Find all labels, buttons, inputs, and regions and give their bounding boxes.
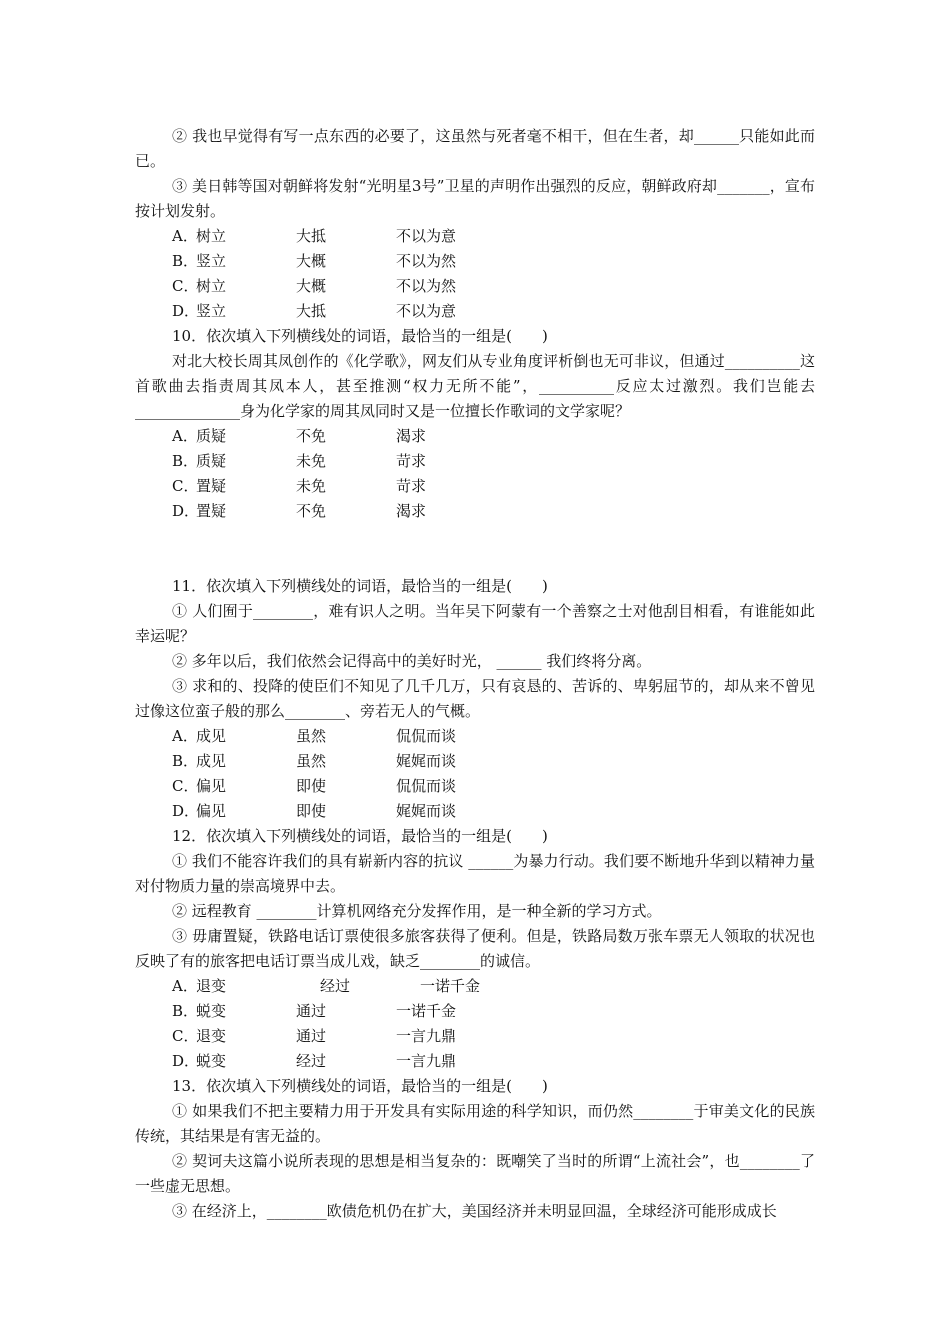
option-word-1: 退变 bbox=[196, 977, 227, 995]
option-label: B． bbox=[172, 252, 199, 270]
option-word-2: 未免 bbox=[296, 477, 327, 495]
option-word-1: 质疑 bbox=[196, 427, 227, 445]
option-word-3: 不以为然 bbox=[396, 252, 457, 270]
option-word-2: 即使 bbox=[296, 777, 327, 795]
q10-option-a bbox=[135, 424, 815, 449]
option-word-2: 大抵 bbox=[296, 302, 327, 320]
option-label: A． bbox=[172, 227, 198, 245]
option-word-2: 即使 bbox=[296, 802, 327, 820]
option-word-2: 大抵 bbox=[296, 227, 327, 245]
q13-stem: 13．依次填入下列横线处的词语，最恰当的一组是( ) bbox=[172, 1077, 548, 1095]
option-word-2: 虽然 bbox=[296, 727, 327, 745]
page-content bbox=[135, 124, 815, 1224]
option-word-1: 成见 bbox=[196, 727, 227, 745]
option-word-3: 不以为意 bbox=[396, 227, 457, 245]
option-word-1: 偏见 bbox=[196, 802, 227, 820]
q11-item-1: ① 人们囿于________，难有识人之明。当年吴下阿蒙有一个善察之士对他刮目相看，有谁能如此幸运呢？ bbox=[135, 602, 815, 645]
option-word-2: 大概 bbox=[296, 252, 327, 270]
q12-option-b bbox=[135, 999, 815, 1024]
option-word-2: 不免 bbox=[296, 427, 327, 445]
q12-option-d bbox=[135, 1049, 815, 1074]
option-word-3: 渴求 bbox=[396, 427, 427, 445]
option-word-2: 通过 bbox=[296, 1027, 327, 1045]
option-label: B． bbox=[172, 1002, 199, 1020]
q11-option-b bbox=[135, 749, 815, 774]
option-word-1: 树立 bbox=[196, 277, 227, 295]
q12-option-c bbox=[135, 1024, 815, 1049]
option-word-2: 经过 bbox=[296, 1052, 327, 1070]
q13-item-2: ② 契诃夫这篇小说所表现的思想是相当复杂的：既嘲笑了当时的所谓“上流社会”，也________了一些虚无思想。 bbox=[135, 1152, 815, 1195]
option-word-1: 置疑 bbox=[196, 477, 227, 495]
option-word-1: 竖立 bbox=[196, 252, 227, 270]
option-label: D． bbox=[172, 502, 200, 520]
option-label: C． bbox=[172, 777, 199, 795]
option-label: A． bbox=[172, 427, 198, 445]
option-word-3: 一言九鼎 bbox=[396, 1027, 457, 1045]
option-label: A． bbox=[172, 727, 198, 745]
option-word-3: 不以为然 bbox=[396, 277, 457, 295]
q11-option-c bbox=[135, 774, 815, 799]
option-word-3: 苛求 bbox=[396, 452, 427, 470]
option-word-1: 树立 bbox=[196, 227, 227, 245]
q11-option-a bbox=[135, 724, 815, 749]
option-word-1: 竖立 bbox=[196, 302, 227, 320]
option-word-3: 侃侃而谈 bbox=[396, 727, 457, 745]
option-label: D． bbox=[172, 1052, 200, 1070]
q10-option-b bbox=[135, 449, 815, 474]
option-label: D． bbox=[172, 302, 200, 320]
option-word-3: 娓娓而谈 bbox=[396, 802, 457, 820]
q10-option-d bbox=[135, 499, 815, 524]
q9-option-c bbox=[135, 274, 815, 299]
q11-item-3: ③ 求和的、投降的使臣们不知见了几千几万，只有哀恳的、苦诉的、卑躬屈节的，却从来不曾见过像这位蛮子般的那么________、旁若无人的气概。 bbox=[135, 677, 815, 720]
q10-stem: 10．依次填入下列横线处的词语，最恰当的一组是( ) bbox=[172, 327, 548, 345]
q11-item-2: ② 多年以后，我们依然会记得高中的美好时光， ______ 我们终将分离。 bbox=[172, 652, 652, 670]
q12-item-2: ② 远程教育 ________计算机网络充分发挥作用，是一种全新的学习方式。 bbox=[172, 902, 662, 920]
option-word-1: 退变 bbox=[196, 1027, 227, 1045]
option-word-2: 大概 bbox=[296, 277, 327, 295]
option-word-2: 未免 bbox=[296, 452, 327, 470]
option-word-3: 娓娓而谈 bbox=[396, 752, 457, 770]
option-word-1: 偏见 bbox=[196, 777, 227, 795]
option-word-2: 虽然 bbox=[296, 752, 327, 770]
q9-option-b bbox=[135, 249, 815, 274]
option-label: A． bbox=[172, 977, 198, 995]
option-word-1: 成见 bbox=[196, 752, 227, 770]
q12-item-1: ① 我们不能容许我们的具有崭新内容的抗议 ______为暴力行动。我们要不断地升华到以精神力量对付物质力量的崇高境界中去。 bbox=[135, 852, 815, 895]
option-word-1: 质疑 bbox=[196, 452, 227, 470]
option-word-2: 不免 bbox=[296, 502, 327, 520]
q12-option-a bbox=[135, 974, 815, 999]
option-word-3: 苛求 bbox=[396, 477, 427, 495]
q9-item-2: ② 我也早觉得有写一点东西的必要了，这虽然与死者毫不相干，但在生者，却______只能如此而已。 bbox=[135, 127, 815, 170]
option-label: C． bbox=[172, 277, 199, 295]
option-word-1: 蜕变 bbox=[196, 1052, 227, 1070]
option-label: D． bbox=[172, 802, 200, 820]
option-label: B． bbox=[172, 452, 199, 470]
option-word-3: 一诺千金 bbox=[396, 1002, 457, 1020]
option-word-3: 侃侃而谈 bbox=[396, 777, 457, 795]
option-label: B． bbox=[172, 752, 199, 770]
option-word-2: 通过 bbox=[296, 1002, 327, 1020]
q13-item-3: ③ 在经济上，________欧债危机仍在扩大，美国经济并未明显回温，全球经济可能形成成长 bbox=[172, 1202, 777, 1220]
option-word-3: 渴求 bbox=[396, 502, 427, 520]
option-word-1: 蜕变 bbox=[196, 1002, 227, 1020]
q12-stem: 12．依次填入下列横线处的词语，最恰当的一组是( ) bbox=[172, 827, 548, 845]
option-word-1: 置疑 bbox=[196, 502, 227, 520]
question-gap bbox=[135, 524, 815, 574]
q12-item-3: ③ 毋庸置疑，铁路电话订票使很多旅客获得了便利。但是，铁路局数万张车票无人领取的状况也反映了有的旅客把电话订票当成儿戏，缺乏________的诚信。 bbox=[135, 927, 815, 970]
q10-passage: 对北大校长周其凤创作的《化学歌》，网友们从专业角度评析倒也无可非议，但通过__________这首歌曲去指责周其凤本人，甚至推测“权力无所不能”，__________反应太过激烈。我们岂能去______________身为化学家的周其凤同时又是一位擅长作歌词的文学家呢？ bbox=[135, 352, 815, 420]
q13-item-1: ① 如果我们不把主要精力用于开发具有实际用途的科学知识，而仍然________于审美文化的民族传统，其结果是有害无益的。 bbox=[135, 1102, 815, 1145]
q9-option-d bbox=[135, 299, 815, 324]
option-word-3: 一言九鼎 bbox=[396, 1052, 457, 1070]
q10-option-c bbox=[135, 474, 815, 499]
option-label: C． bbox=[172, 477, 199, 495]
q9-item-3: ③ 美日韩等国对朝鲜将发射“光明星3号”卫星的声明作出强烈的反应，朝鲜政府却_______，宣布按计划发射。 bbox=[135, 177, 815, 220]
option-label: C． bbox=[172, 1027, 199, 1045]
q11-stem: 11．依次填入下列横线处的词语，最恰当的一组是( ) bbox=[172, 577, 548, 595]
q11-option-d bbox=[135, 799, 815, 824]
option-word-3: 一诺千金 bbox=[420, 977, 481, 995]
option-word-3: 不以为意 bbox=[396, 302, 457, 320]
option-word-2: 经过 bbox=[320, 977, 351, 995]
q9-option-a bbox=[135, 224, 815, 249]
